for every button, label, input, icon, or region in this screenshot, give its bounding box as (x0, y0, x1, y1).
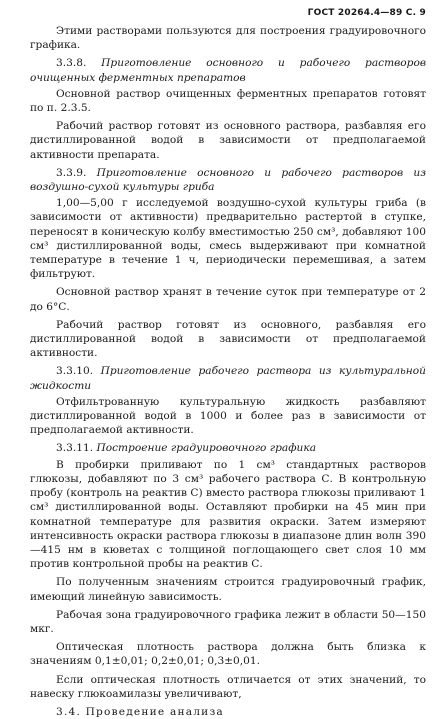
paragraph: Рабочий раствор готовят из основного раствора, разбавляя его дистиллированной водой в зависимости от предполагаемой активности препарата. (30, 120, 426, 161)
section-3-3-9-heading (30, 166, 426, 194)
section-title: Приготовление основного и рабочего растворов очищенных ферментных препаратов (30, 57, 426, 84)
section-3-3-11-heading (30, 441, 426, 455)
paragraph: Если оптическая плотность отличается от этих значений, то навеску глюкоамилазы увеличивают, (30, 673, 426, 700)
paragraph: 1,00—5,00 г исследуемой воздушно-сухой культуры гриба (в зависимости от активности) предварительно растертой в ступке, переносят в коническую колбу вместимостью 250 см³, добавляют 100 см³ дистиллированной воды, смесь выдерживают при комнатной температуре в течение 1 ч, периодически перемешивая, а затем фильтруют. (30, 197, 426, 281)
section-number: 3.3.10. (56, 365, 94, 378)
section-title: Приготовление рабочего раствора из культуральной жидкости (30, 365, 426, 392)
section-3-3-10-heading (30, 364, 426, 392)
section-3-3-8-heading (30, 56, 426, 84)
paragraph: Оптическая плотность раствора должна быть близка к значениям 0,1±0,01; 0,2±0,01; 0,3±0,01. (30, 641, 426, 668)
document-body (30, 24, 426, 719)
paragraph: Отфильтрованную культуральную жидкость разбавляют дистиллированной водой в 1000 и более раз в зависимости от предполагаемой активности. (30, 395, 426, 437)
section-number: 3.3.8. (56, 57, 87, 70)
section-number: 3.3.9. (56, 166, 87, 179)
section-title: Приготовление основного и рабочего растворов из воздушно-сухой культуры гриба (30, 166, 426, 194)
section-3-4-heading: 3.4. Проведение анализа (56, 705, 224, 718)
paragraph: Основной раствор очищенных ферментных препаратов готовят по п. 2.3.5. (30, 87, 426, 115)
paragraph: Рабочий раствор готовят из основного, разбавляя его дистиллированной водой в зависимости от предполагаемой активности. (30, 318, 426, 360)
section-title: Построение градуировочного графика (96, 442, 317, 455)
section-number: 3.3.11. (56, 442, 94, 455)
paragraph: Основной раствор хранят в течение суток при температуре от 2 до 6°С. (30, 286, 426, 313)
paragraph: В пробирки приливают по 1 см³ стандартных растворов глюкозы, добавляют по 3 см³ рабочего раствора С. В контрольную пробу (контроль на реактив С) вместо раствора глюкозы приливают 1 см³ дистиллированной воды. Оставляют пробирки на 45 мин при комнатной температуре для развития окраски. Затем измеряют интенсивность окраски раствора глюкозы в диапазоне длин волн 390—415 нм в кюветах с толщиной поглощающего свет слоя 10 мм против контрольной пробы на реактив С. (30, 458, 426, 571)
paragraph: По полученным значениям строится градуировочный график, имеющий линейную зависимость. (30, 576, 426, 603)
paragraph: Рабочая зона градуировочного графика лежит в области 50—150 мкг. (30, 608, 426, 635)
paragraph: Этими растворами пользуются для построения градуировочного графика. (30, 25, 426, 52)
page-header: ГОСТ 20264.4—89 С. 9 (307, 8, 426, 18)
